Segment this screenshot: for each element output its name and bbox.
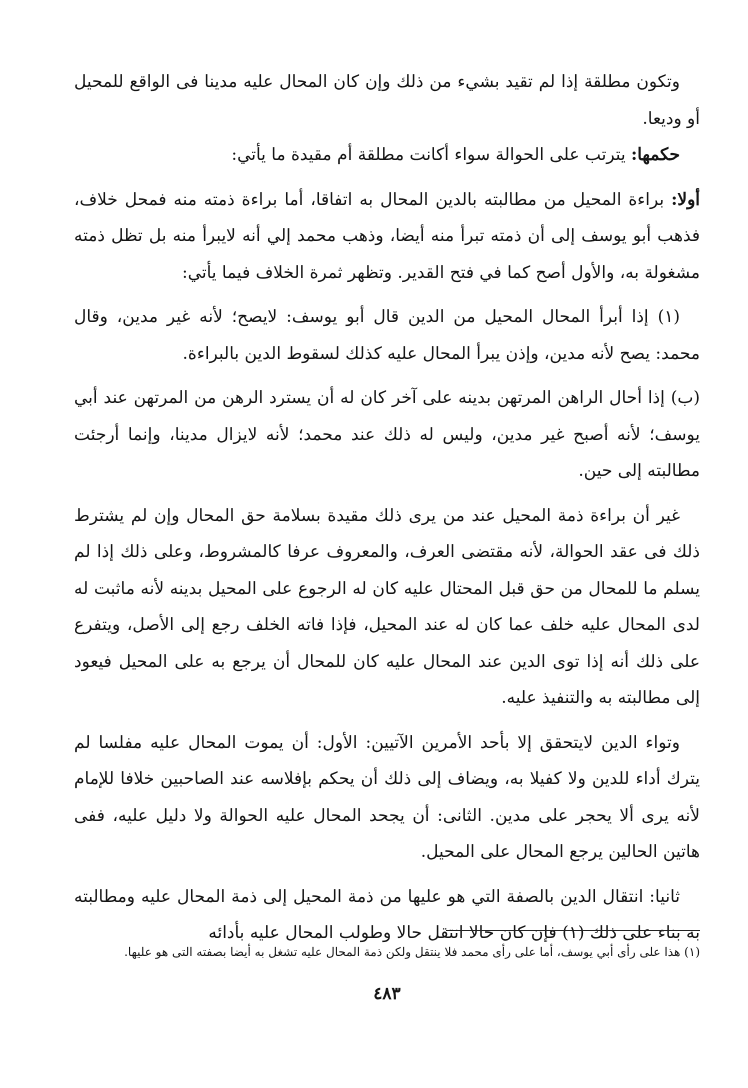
second-text: ثانيا: انتقال الدين بالصفة التي هو عليها من ذمة المحيل إلى ذمة المحال عليه ومطالبته به بناء على ذلك (١) فإن كان حالا انتقل حالا وطولب المحال عليه بأدائه xyxy=(74,886,700,943)
footnote xyxy=(74,940,700,965)
case-b-text: (ب) إذا أحال الراهن المرتهن بدينه على آخر كان له أن يسترد الرهن من المرتهن عند أبي يوسف؛ لأنه أصبح غير مدين، وليس له ذلك عند محمد؛ لأنه لايزال مدينا، وإنما أرجئت مطالبته إلى حين. xyxy=(74,388,700,481)
paragraph-gap xyxy=(74,871,700,879)
condition-text: غير أن براءة ذمة المحيل عند من يرى ذلك مقيدة بسلامة حق المحال وإن لم يشترط ذلك فى عقد الحوالة، لأنه مقتضى العرف، والمعروف عرفا كالمشروط، وعلى ذلك إذا لم يسلم ما للمحال من حق قبل المحتال عليه كان له الرجوع على المحيل بدينه لأنه ماثبت له لدى المحال عليه خلف عما كان له عند المحيل، فإذا فاته الخلف رجع إلى الأصل، ويتفرع على ذلك أنه إذا توى الدين عند المحال عليه كان للمحال أن يرجع به على المحيل فيعود إلى مطالبته به والتنفيذ عليه. xyxy=(74,505,700,708)
paragraph-ruling xyxy=(74,137,700,174)
first-heading: أولا: xyxy=(671,189,700,210)
paragraph-intro xyxy=(74,64,700,137)
ruling-text: يترتب على الحوالة سواء أكانت مطلقة أم مقيدة ما يأتي: xyxy=(231,145,631,165)
paragraph-loss xyxy=(74,725,700,871)
paragraph-gap xyxy=(74,174,700,182)
first-text: براءة المحيل من مطالبته بالدين المحال به اتفاقا، أما براءة ذمته منه فمحل خلاف، فذهب أبو يوسف إلى أن ذمته تبرأ منه أيضا، وذهب محمد إلي أنه لايبرأ منه بل تظل ذمته مشغولة به، والأول أصح كما في فتح القدير. وتظهر ثمرة الخلاف فيما يأتي: xyxy=(74,189,700,283)
paragraph-intro-text: وتكون مطلقة إذا لم تقيد بشيء من ذلك وإن كان المحال عليه مدينا فى الواقع للمحيل أو وديعا. xyxy=(74,72,700,129)
paragraph-gap xyxy=(74,717,700,725)
paragraph-condition xyxy=(74,498,700,717)
case-a-text: (١) إذا أبرأ المحال المحيل من الدين قال أبو يوسف: لايصح؛ لأنه غير مدين، وقال محمد: يصح لأنه مدين، وإذن يبرأ المحال عليه كذلك لسقوط الدين بالبراءة. xyxy=(74,307,700,364)
paragraph-case-a xyxy=(74,299,700,372)
paragraph-gap xyxy=(74,372,700,380)
paragraph-case-b xyxy=(74,380,700,490)
ruling-heading: حكمها: xyxy=(630,145,680,165)
book-page xyxy=(74,64,700,1074)
paragraph-first xyxy=(74,182,700,292)
page-number: ٤٨٣ xyxy=(373,984,401,1004)
footnote-text: (١) هذا على رأى أبي يوسف، أما على رأى محمد فلا ينتقل ولكن ذمة المحال عليه تشغل به أيضا بصفته التى هو عليها. xyxy=(124,945,700,959)
loss-text: وتواء الدين لايتحقق إلا بأحد الأمرين الآتيين: الأول: أن يموت المحال عليه مفلسا لم يترك أداء للدين ولا كفيلا به، ويضاف إلى ذلك أن يحكم بإفلاسه عند الصاحبين خلافا للإمام لأنه يرى ألا يحجر على مدين. الثانى: أن يجحد المحال عليه الحوالة ولا دليل عليه، ففى هاتين الحالين يرجع المحال على المحيل. xyxy=(74,732,700,862)
footnote-separator xyxy=(446,930,700,931)
paragraph-gap xyxy=(74,291,700,299)
paragraph-gap xyxy=(74,490,700,498)
